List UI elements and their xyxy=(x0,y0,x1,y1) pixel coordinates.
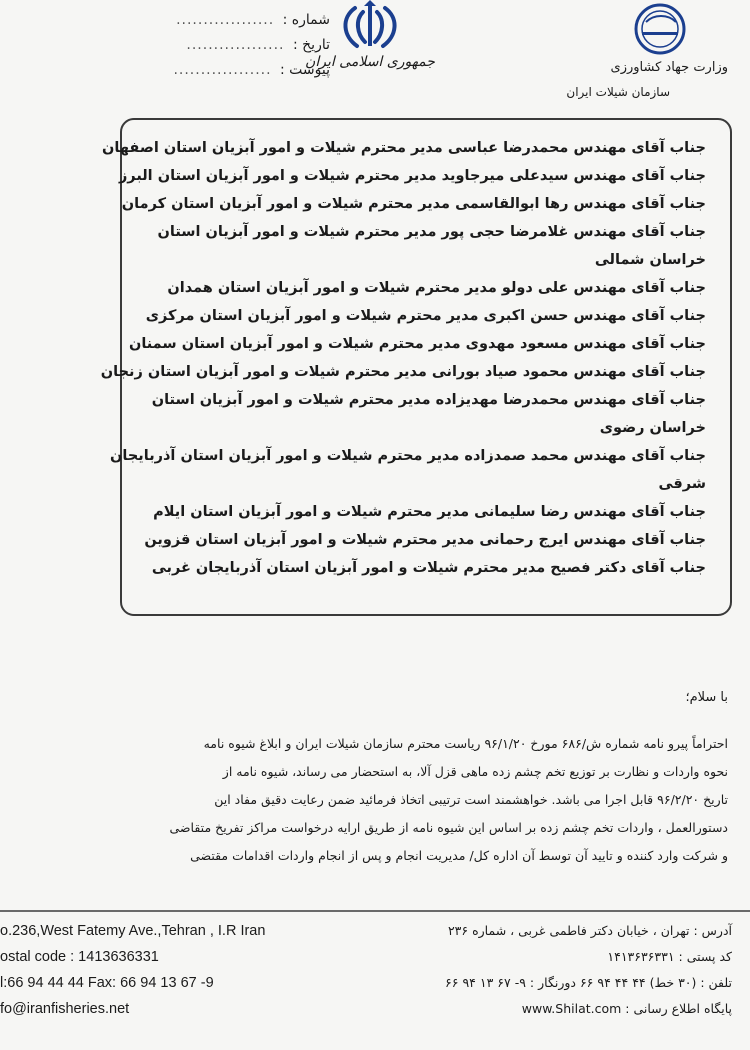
addressee-line: جناب آقای مهندس رها ابوالقاسمی مدیر محترم شیلات و امور آبزیان استان کرمان xyxy=(121,196,706,212)
addressee-line: خراسان رضوی xyxy=(599,420,706,436)
footer-en-email: fo@iranfisheries.net xyxy=(0,1001,130,1017)
ministry-name: وزارت جهاد کشاورزی xyxy=(610,60,728,75)
addressees-box xyxy=(100,118,732,616)
footer-en-address: o.236,West Fatemy Ave.,Tehran , I.R Iran xyxy=(0,923,266,939)
addressee-line: جناب آقای مهندس محمدرضا عباسی مدیر محترم شیلات و امور آبزیان استان اصفهان xyxy=(102,140,706,156)
body-line: و شرکت وارد کننده و تایید آن توسط آن اداره کل/ مدیریت انجام و پس از انجام واردات اقدامات مقتضی xyxy=(190,848,728,863)
addressee-line: جناب آقای مهندس مسعود مهدوی مدیر محترم شیلات و امور آبزیان استان سمنان xyxy=(128,336,706,352)
addressee-line: جناب آقای مهندس محمدرضا مهدیزاده مدیر محترم شیلات و امور آبزیان استان xyxy=(151,392,706,408)
number-dots: .................. xyxy=(176,12,275,28)
footer-english xyxy=(0,918,320,1022)
salutation: با سلام؛ xyxy=(685,690,728,705)
addressee-line: جناب آقای مهندس ایرج رحمانی مدیر محترم شیلات و امور آبزیان استان قزوین xyxy=(144,532,706,548)
body-line: تاریخ ۹۶/۲/۲۰ قابل اجرا می باشد. خواهشمند است ترتیبی اتخاذ فرمائید ضمن رعایت دقیق مفاد این xyxy=(214,792,728,807)
addressee-line: جناب آقای مهندس سیدعلی میرجاوید مدیر محترم شیلات و امور آبزیان استان البرز xyxy=(118,168,706,184)
footer-fa-phone: تلفن : (۳۰ خط) ۴۴ ۴۴ ۹۴ ۶۶ دورنگار : ۹- ۶۷ ۱۳ ۹۴ ۶۶ xyxy=(445,975,732,990)
footer-persian xyxy=(332,918,732,1022)
organization-name: سازمان شیلات ایران xyxy=(566,85,670,99)
addressee-line: جناب آقای مهندس علی دولو مدیر محترم شیلات و امور آبزیان استان همدان xyxy=(167,280,706,296)
addressee-line: شرقی xyxy=(658,476,706,492)
number-row xyxy=(140,8,330,33)
addressee-line: خراسان شمالی xyxy=(594,252,706,268)
ministry-logo xyxy=(628,2,698,57)
footer-fa-address: آدرس : تهران ، خیابان دکتر فاطمی غربی ، شماره ۲۳۶ xyxy=(447,923,732,938)
date-dots: .................. xyxy=(186,37,285,53)
emblem-icon xyxy=(335,0,405,52)
republic-caption: جمهوری اسلامی ایران xyxy=(305,54,435,70)
body-line: دستورالعمل ، واردات تخم چشم زده بر اساس این شیوه نامه از طریق ارایه درخواست مراکز تفریخ متقاضی xyxy=(169,820,728,835)
date-label: تاریخ : xyxy=(292,37,330,53)
addressee-line: جناب آقای دکتر فصیح مدیر محترم شیلات و امور آبزیان استان آذربایجان غربی xyxy=(151,560,706,576)
body-line: نحوه واردات و نظارت بر توزیع تخم چشم زده ماهی قزل آلا، به استحضار می رساند، شیوه نامه از xyxy=(222,764,728,779)
footer-en-phone: l:66 94 44 44 Fax: 66 94 13 67 -9 xyxy=(0,975,214,991)
addressee-line: جناب آقای مهندس محمود صیاد بورانی مدیر محترم شیلات و امور آبزیان استان زنجان xyxy=(100,364,706,380)
attachment-dots: .................. xyxy=(173,62,272,78)
addressee-line: جناب آقای مهندس محمد صمدزاده مدیر محترم شیلات و امور آبزیان استان آذربایجان xyxy=(110,448,706,464)
date-row xyxy=(140,33,330,58)
agriculture-jihad-logo-icon xyxy=(628,2,698,57)
attachment-label: پیوست : xyxy=(280,62,330,78)
addressee-line: جناب آقای مهندس غلامرضا حجی پور مدیر محترم شیلات و امور آبزیان استان xyxy=(157,224,706,240)
letter-meta xyxy=(140,8,330,83)
addressee-line: جناب آقای مهندس رضا سلیمانی مدیر محترم شیلات و امور آبزیان استان ایلام xyxy=(153,504,706,520)
footer-fa-postal: کد پستی : ۱۴۱۳۶۳۶۳۳۱ xyxy=(607,949,732,964)
attachment-row xyxy=(140,58,330,83)
iran-emblem xyxy=(305,0,435,90)
letter-body xyxy=(13,730,728,870)
footer-divider xyxy=(0,910,750,912)
body-line: احتراماً پیرو نامه شماره ش/۶۸۶ مورخ ۹۶/۱/۲۰ ریاست محترم سازمان شیلات ایران و ابلاغ شیوه نامه xyxy=(203,736,728,751)
footer-fa-web: پایگاه اطلاع رسانی : www.Shilat.com xyxy=(521,1001,732,1016)
number-label: شماره : xyxy=(282,12,330,28)
footer-en-postal: ostal code : 1413636331 xyxy=(0,949,159,965)
addressee-list xyxy=(100,134,706,582)
addressee-line: جناب آقای مهندس حسن اکبری مدیر محترم شیلات و امور آبزیان استان مرکزی xyxy=(145,308,706,324)
